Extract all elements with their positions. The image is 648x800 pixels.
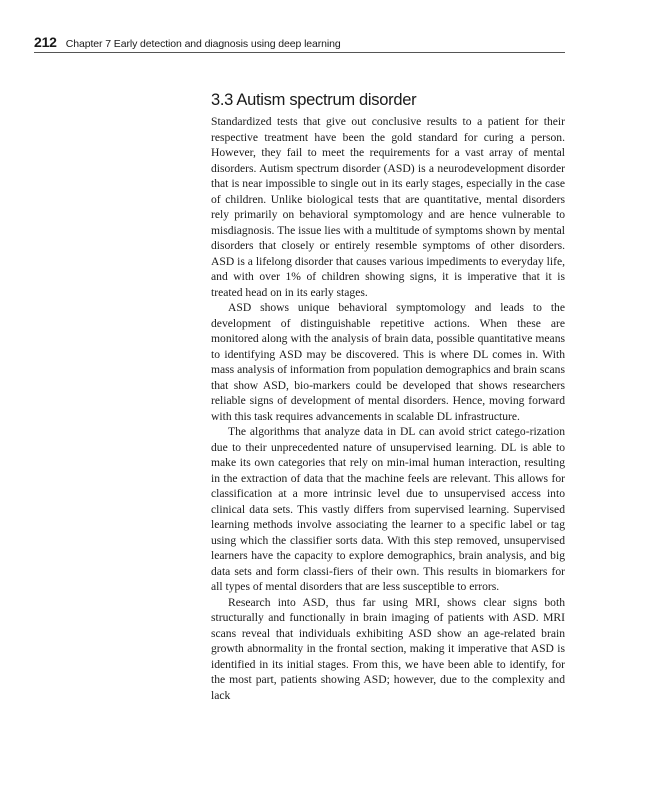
section-heading: 3.3 Autism spectrum disorder <box>211 91 417 109</box>
page-number: 212 <box>34 34 57 50</box>
paragraph: ASD shows unique behavioral symptomology and leads to the development of distinguishable repetitive actions. When these are monitored along with the analysis of brain data, possible quantitative means to identifying ASD may be discovered. This is where DL comes in. With mass analysis of information from population demographics and brain scans that show ASD, bio-markers could be developed that shows researchers reliable signs of development of mental disorders. Hence, moving forward with this task requires advancements in scalable DL infrastructure. <box>211 301 565 423</box>
body-text <box>211 114 565 703</box>
paragraph: Research into ASD, thus far using MRI, shows clear signs both structurally and functionally in brain imaging of patients with ASD. MRI scans reveal that individuals exhibiting ASD show an age-related brain growth abnormality in the frontal section, making it imperative that ASD is identified in its initial stages. From this, we have been able to identify, for the most part, patients showing ASD; however, due to the complexity and lack <box>211 595 565 702</box>
running-head <box>34 34 565 53</box>
paragraph: Standardized tests that give out conclusive results to a patient for their respective treatment have been the gold standard for curing a person. However, they fail to meet the requirements for a vast array of mental disorders. Autism spectrum disorder (ASD) is a neurodevelopment disorder that is near impossible to single out in its early stages, especially in the case of children. Unlike biological tests that are quantitative, mental disorders rely primarily on behavioral symptomology and are hence vulnerable to misdiagnosis. The issue lies with a multitude of symptoms shown by mental disorders that closely or entirely resemble symptoms of other disorders. ASD is a lifelong disorder that causes various impediments to everyday life, and with over 1% of children showing signs, it is imperative that it is treated head on in its early stages. <box>211 115 565 299</box>
chapter-title: Chapter 7 Early detection and diagnosis using deep learning <box>65 38 341 50</box>
paragraph: The algorithms that analyze data in DL can avoid strict catego-rization due to their unprecedented nature of unsupervised learning. DL is able to make its own categories that rely on min-imal human interaction, resulting in the extraction of data that the machine feels are relevant. This allows for classification at a more intrinsic level due to unsupervised access into clinical data sets. This vastly differs from supervised learning. Supervised learning methods involve associating the learner to a specific label or tag using which the classifier sorts data. With this step removed, unsupervised learners have the capacity to explore demographics, brain analysis, and big data sets and form classi-fiers of their own. This results in biomarkers for all types of mental disorders that are less susceptible to errors. <box>211 425 565 593</box>
